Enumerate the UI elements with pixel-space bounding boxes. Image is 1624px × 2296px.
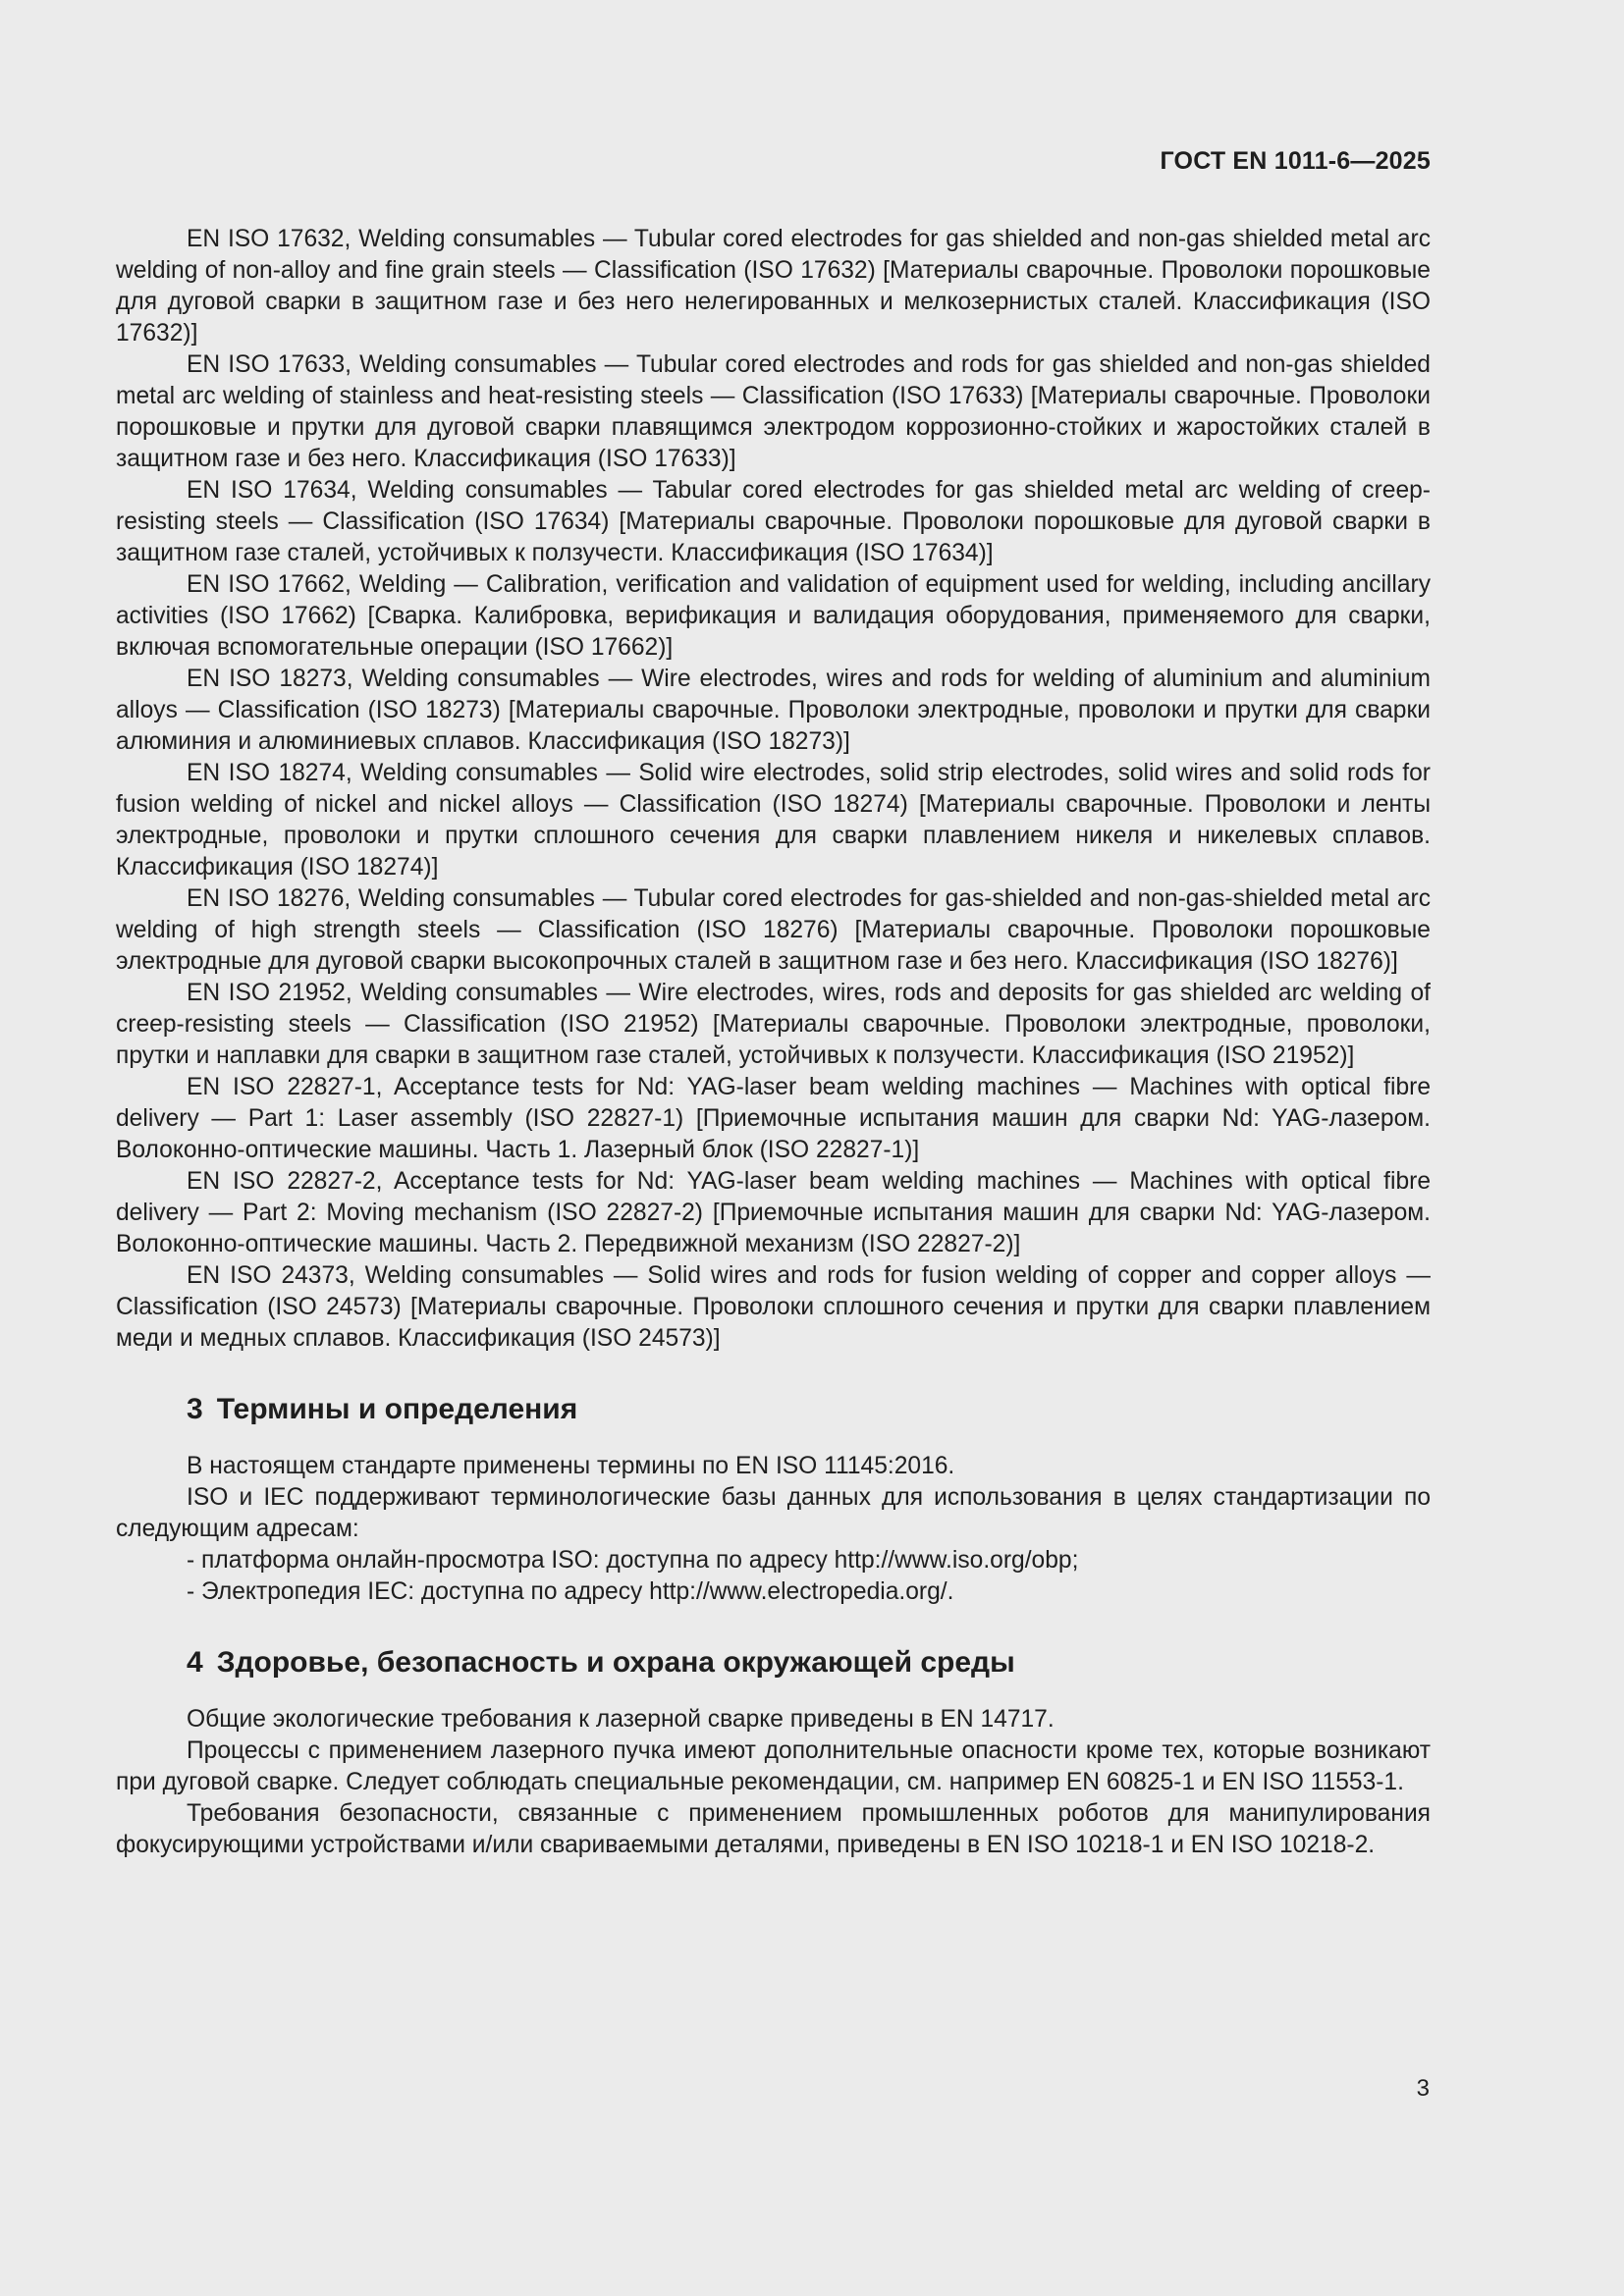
- reference-entry: EN ISO 22827-1, Acceptance tests for Nd: YAG-laser beam welding machines — Machines with optical fibre delivery — Part 1: Laser assembly (ISO 22827-1) [Приемочные испытания машин для сварки Nd: YAG-лазером. Волоконно-оптические машины. Часть 1. Лазерный блок (ISO 22827-1)]: [116, 1074, 1431, 1163]
- paragraph: Процессы с применением лазерного пучка имеют дополнительные опасности кроме тех, которые возникают при дуговой сварке. Следует соблюдать специальные рекомендации, см. например EN 60825-1 и EN ISO 11553-1.: [116, 1737, 1431, 1795]
- paragraph: В настоящем стандарте применены термины по EN ISO 11145:2016.: [187, 1453, 955, 1479]
- reference-entry: EN ISO 24373, Welding consumables — Solid wires and rods for fusion welding of copper and copper alloys — Classification (ISO 24573) [Материалы сварочные. Проволоки сплошного сечения и прутки для сварки плавлением меди и медных сплавов. Классификация (ISO 24573)]: [116, 1262, 1432, 1352]
- list-item: - платформа онлайн-просмотра ISO: доступна по адресу http://www.iso.org/obp;: [187, 1547, 1079, 1574]
- reference-entry: EN ISO 17633, Welding consumables — Tubular cored electrodes and rods for gas shielded and non-gas shielded metal arc welding of stainless and heat-resisting steels — Classification (ISO 17633) [Материалы сварочные. Проволоки порошковые и прутки для дуговой сварки плавящимся электродом коррозионно-стойких и жаростойких сталей в защитном газе и без него. Классификация (ISO 17633)]: [116, 351, 1431, 472]
- list-item: - Электропедия IEC: доступна по адресу http://www.electropedia.org/.: [187, 1578, 954, 1605]
- section-number: 4: [187, 1646, 203, 1679]
- document-header: ГОСТ EN 1011-6—2025: [1160, 147, 1431, 175]
- reference-entry: EN ISO 22827-2, Acceptance tests for Nd: YAG-laser beam welding machines — Machines with optical fibre delivery — Part 2: Moving mechanism (ISO 22827-2) [Приемочные испытания машин для сварки Nd: YAG-лазером. Волоконно-оптические машины. Часть 2. Передвижной механизм (ISO 22827-2)]: [116, 1168, 1431, 1257]
- reference-entry: EN ISO 17634, Welding consumables — Tabular cored electrodes for gas shielded metal arc welding of creep-resisting steels — Classification (ISO 17634) [Материалы сварочные. Проволоки порошковые для дуговой сварки в защитном газе сталей, устойчивых к ползучести. Классификация (ISO 17634)]: [116, 477, 1431, 566]
- paragraph: Общие экологические требования к лазерной сварке приведены в EN 14717.: [187, 1706, 1055, 1733]
- reference-entry: EN ISO 18276, Welding consumables — Tubular cored electrodes for gas-shielded and non-gas-shielded metal arc welding of high strength steels — Classification (ISO 18276) [Материалы сварочные. Проволоки порошковые электродные для дуговой сварки высокопрочных сталей в защитном газе и без него. Классификация (ISO 18276)]: [116, 885, 1431, 975]
- paragraph: ISO и IEC поддерживают терминологические базы данных для использования в целях стандартизации по следующим адресам:: [116, 1484, 1431, 1542]
- section-title: Здоровье, безопасность и охрана окружающей среды: [216, 1646, 1015, 1679]
- section-title: Термины и определения: [216, 1393, 578, 1425]
- reference-entry: EN ISO 18274, Welding consumables — Solid wire electrodes, solid strip electrodes, solid wires and solid rods for fusion welding of nickel and nickel alloys — Classification (ISO 18274) [Материалы сварочные. Проволоки и ленты электродные, проволоки и прутки сплошного сечения для сварки плавлением никеля и никелевых сплавов. Классификация (ISO 18274)]: [116, 760, 1431, 881]
- document-body: [116, 224, 1431, 1861]
- reference-entry: EN ISO 18273, Welding consumables — Wire electrodes, wires and rods for welding of aluminium and aluminium alloys — Classification (ISO 18273) [Материалы сварочные. Проволоки электродные, проволоки и прутки для сварки алюминия и алюминиевых сплавов. Классификация (ISO 18273)]: [116, 666, 1431, 755]
- reference-entry: EN ISO 17662, Welding — Calibration, verification and validation of equipment used for welding, including ancillary activities (ISO 17662) [Сварка. Калибровка, верификация и валидация оборудования, применяемого для сварки, включая вспомогательные операции (ISO 17662)]: [116, 571, 1431, 661]
- section-4-heading: [116, 1643, 1431, 1682]
- reference-entry: EN ISO 17632, Welding consumables — Tubular cored electrodes for gas shielded and non-gas shielded metal arc welding of non-alloy and fine grain steels — Classification (ISO 17632) [Материалы сварочные. Проволоки порошковые для дуговой сварки в защитном газе и без него нелегированных и мелкозернистых сталей. Классификация (ISO 17632)]: [116, 226, 1431, 347]
- page-number: 3: [1416, 2075, 1430, 2102]
- section-3-heading: [116, 1390, 1431, 1429]
- reference-entry: EN ISO 21952, Welding consumables — Wire electrodes, wires, rods and deposits for gas shielded arc welding of creep-resisting steels — Classification (ISO 21952) [Материалы сварочные. Проволоки электродные, проволоки, прутки и наплавки для сварки в защитном газе сталей, устойчивых к ползучести. Классификация (ISO 21952)]: [116, 980, 1431, 1069]
- paragraph: Требования безопасности, связанные с применением промышленных роботов для манипулирования фокусирующими устройствами и/или свариваемыми деталями, приведены в EN ISO 10218-1 и EN ISO 10218-2.: [116, 1800, 1431, 1858]
- section-number: 3: [187, 1393, 203, 1425]
